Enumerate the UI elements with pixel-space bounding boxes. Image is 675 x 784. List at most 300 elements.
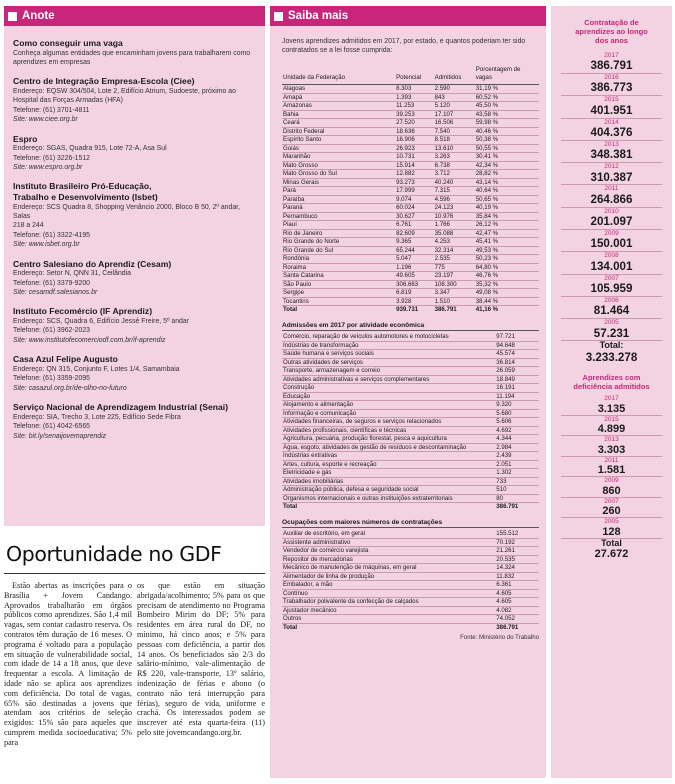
stat-year: 2017 <box>604 395 619 403</box>
table-row <box>282 212 539 221</box>
stat-value: 1.581 <box>597 464 626 477</box>
anote-entry <box>13 134 257 173</box>
anote-entry <box>13 402 257 441</box>
state-name: Espírito Santo <box>282 136 395 145</box>
activity-value: 11.194 <box>495 392 539 401</box>
activities-section <box>282 322 539 511</box>
table-total-row <box>282 503 539 511</box>
stat-item <box>551 395 672 416</box>
entry-line: Endereço: SGAS, Quadra 915, Lote 72-A, Asa Sul <box>13 145 167 153</box>
table-row <box>282 144 539 153</box>
anote-entries <box>4 26 265 441</box>
occupation-value: 4.605 <box>495 598 539 607</box>
admitted-value: 17.107 <box>434 110 475 119</box>
entry-name: Centro de Integração Empresa-Escola (Ciee) <box>13 76 195 87</box>
potential-value: 26.923 <box>395 144 434 153</box>
stat-year: 2014 <box>604 118 619 126</box>
percent-value: 45,50 % <box>475 102 539 111</box>
activity-name: Transporte, armazenagem e correio <box>282 367 495 376</box>
activity-value: 5.606 <box>495 418 539 427</box>
anote-box <box>4 6 265 526</box>
stat-year: 2013 <box>604 436 619 444</box>
stat-value: 401.951 <box>590 103 633 117</box>
occupation-name: Vendedor de comércio varejista <box>282 547 495 556</box>
article-body <box>4 581 265 748</box>
stat-value: 264.866 <box>590 192 633 206</box>
stat-value: 105.959 <box>590 282 633 296</box>
occupation-name: Outros <box>282 615 495 624</box>
potential-value: 12.882 <box>395 170 434 179</box>
stat-value: 134.001 <box>590 259 633 273</box>
occupation-value: 386.791 <box>496 623 519 631</box>
article-column-1 <box>4 581 132 748</box>
col-potencial: Potencial <box>395 66 434 84</box>
percent-value: 35,32 % <box>475 280 539 289</box>
table-row <box>282 435 539 444</box>
state-name: Total <box>283 306 298 314</box>
stat-item <box>551 141 672 163</box>
state-name: Bahia <box>282 110 395 119</box>
table-row <box>282 375 539 384</box>
percent-value: 40,64 % <box>475 187 539 196</box>
stat-item <box>551 518 672 539</box>
stat-value: 386.791 <box>590 59 633 73</box>
anote-entry <box>13 38 257 67</box>
table-row <box>282 119 539 128</box>
state-name: Goiás <box>282 144 395 153</box>
percent-value: 60,52 % <box>475 93 539 102</box>
admitted-value: 16.506 <box>434 119 475 128</box>
admitted-value: 10.976 <box>434 212 475 221</box>
table-row <box>282 555 539 564</box>
stat-year: 2017 <box>604 51 619 59</box>
entry-line: Telefone: (61) 3962-2023 <box>13 327 91 335</box>
percent-value: 43,14 % <box>475 178 539 187</box>
activity-name: Organismos internacionais e outras instituições extraterritoriais <box>282 494 495 503</box>
activity-name: Saúde humana e serviços sociais <box>282 350 495 359</box>
anote-title: Anote <box>22 10 55 22</box>
percent-value: 30,41 % <box>475 153 539 162</box>
article <box>4 530 265 748</box>
admitted-value: 4.253 <box>434 238 475 247</box>
table-row <box>282 161 539 170</box>
entry-line: Conheça algumas entidades que encaminham jovens para trabalharem como <box>13 49 251 57</box>
activity-value: 1.302 <box>495 469 539 478</box>
stat-value: 57.231 <box>593 326 630 340</box>
state-name: Roraima <box>282 263 395 272</box>
activity-value: 18.849 <box>495 375 539 384</box>
stat-value: 81.464 <box>593 304 630 318</box>
activity-value: 45.574 <box>495 350 539 359</box>
potential-value: 9.074 <box>395 195 434 204</box>
activity-value: 97.721 <box>495 333 539 341</box>
occupation-value: 74.052 <box>495 615 539 624</box>
stat-item <box>551 498 672 519</box>
table-row <box>282 606 539 615</box>
stat-value: 404.376 <box>590 126 633 139</box>
occupation-value: 11.832 <box>495 572 539 581</box>
potential-value: 15.914 <box>395 161 434 170</box>
anote-entry <box>13 354 257 393</box>
stat-item <box>551 477 672 498</box>
activity-name: Educação <box>282 392 495 401</box>
col-uf: Unidade da Federação <box>282 66 395 84</box>
table-row <box>282 110 539 119</box>
potential-value: 8.303 <box>395 85 434 94</box>
stat-year: 2007 <box>604 497 619 505</box>
occupation-value: 21.261 <box>495 547 539 556</box>
table-row <box>282 333 539 341</box>
admitted-value: 8.518 <box>434 136 475 145</box>
activity-name: Outras atividades de serviços <box>282 358 495 367</box>
entry-name: Serviço Nacional de Aprendizagem Industrial (Senai) <box>13 402 229 413</box>
stat-item <box>551 319 672 341</box>
stat-item <box>551 185 672 207</box>
occupation-value: 20.535 <box>495 555 539 564</box>
article-column-2 <box>137 581 265 748</box>
activity-value: 26.059 <box>495 367 539 376</box>
entry-line: Endereço: QN 315, Conjunto F, Lotes 1/4, Samambaia <box>13 365 180 373</box>
activity-value: 80 <box>495 494 539 503</box>
hiring-total-value: 3.233.278 <box>585 350 638 364</box>
potential-value: 306.663 <box>395 280 434 289</box>
state-name: Rio Grande do Sul <box>282 246 395 255</box>
activity-value: 2.439 <box>495 452 539 461</box>
entry-site: Site: www.espro.org.br <box>13 164 83 172</box>
stat-year: 2008 <box>604 252 619 260</box>
potential-value: 17.999 <box>395 187 434 196</box>
table-row <box>282 102 539 111</box>
activity-name: Atividades financeiras, de seguros e serviços relacionados <box>282 418 495 427</box>
occupation-name: Contínuo <box>282 589 495 598</box>
stat-year: 2013 <box>604 140 619 148</box>
activity-value: 36.814 <box>495 358 539 367</box>
activity-value: 2.051 <box>495 460 539 469</box>
admitted-value: 3.712 <box>434 170 475 179</box>
percent-value: 46,76 % <box>475 272 539 281</box>
state-name: Paraíba <box>282 195 395 204</box>
admitted-value: 775 <box>434 263 475 272</box>
stat-value: 3.135 <box>597 402 626 415</box>
entry-site: Site: casazul.org.br/de-olho-no-futuro <box>13 384 127 392</box>
stat-item <box>551 52 672 74</box>
occupation-name: Trabalhador polivalente da confecção de calçados <box>282 598 495 607</box>
entry-line: Endereço: SCS Quadra 8, Shopping Venâncio 2000, Bloco B 50, 2º andar, Salas <box>13 203 241 221</box>
admitted-value: 40.240 <box>434 178 475 187</box>
table-row <box>282 280 539 289</box>
percent-value: 41,16 % <box>475 306 499 314</box>
stat-value: 3.303 <box>597 443 626 456</box>
admitted-value: 2.535 <box>434 255 475 264</box>
occupation-value: 14.324 <box>495 564 539 573</box>
occupation-name: Embalador, a mão <box>282 581 495 590</box>
state-name: Piauí <box>282 221 395 230</box>
state-name: Mato Grosso do Sul <box>282 170 395 179</box>
activity-name: Água, esgoto, atividades de gestão de resíduos e descontaminação <box>282 443 495 452</box>
percent-value: 49,08 % <box>475 289 539 298</box>
table-row <box>282 581 539 590</box>
disabled-total-label: Total <box>601 537 622 548</box>
stat-item <box>551 119 672 141</box>
percent-value: 50,38 % <box>475 136 539 145</box>
admitted-value: 5.120 <box>434 102 475 111</box>
stat-value: 150.001 <box>590 237 633 251</box>
percent-value: 50,23 % <box>475 255 539 264</box>
anote-header <box>4 6 265 26</box>
activity-name: Agricultura, pecuária, produção florestal, pesca e aquicultura <box>282 435 495 444</box>
entry-site: Site: cesamdf.salesianos.br <box>13 289 98 297</box>
admitted-value: 4.596 <box>434 195 475 204</box>
stat-value: 4.899 <box>597 423 626 436</box>
table-row <box>282 564 539 573</box>
activity-value: 2.984 <box>495 443 539 452</box>
table-row <box>282 85 539 94</box>
entry-site: Site: www.ciee.org.br <box>13 116 78 124</box>
stat-value: 348.381 <box>590 148 633 162</box>
activity-name: Atividades imobiliárias <box>282 477 495 486</box>
table-row <box>282 350 539 359</box>
percent-value: 45,41 % <box>475 238 539 247</box>
table-row <box>282 221 539 230</box>
activity-value: 733 <box>495 477 539 486</box>
percent-value: 28,82 % <box>475 170 539 179</box>
disabled-apprentices-title: Aprendizes com deficiência admitidos <box>573 372 650 391</box>
entry-line: Hospital das Forças Armadas (HFA) <box>13 97 123 105</box>
stat-item <box>551 275 672 297</box>
activity-name: Construção <box>282 384 495 393</box>
table-row <box>282 255 539 264</box>
entry-line: Telefone: (61) 3226-1512 <box>13 154 91 162</box>
table-row <box>282 263 539 272</box>
potential-value: 82.609 <box>395 229 434 238</box>
activity-value: 9.320 <box>495 401 539 410</box>
percent-value: 40,19 % <box>475 204 539 213</box>
occupation-name: Repositor de mercadorias <box>282 555 495 564</box>
state-name: Rio Grande do Norte <box>282 238 395 247</box>
state-name: Minas Gerais <box>282 178 395 187</box>
table-row <box>282 229 539 238</box>
saiba-mais-header <box>270 6 546 26</box>
potential-value: 6.761 <box>395 221 434 230</box>
percent-value: 26,12 % <box>475 221 539 230</box>
activity-name: Atividades administrativas e serviços complementares <box>282 375 495 384</box>
stat-item <box>551 297 672 319</box>
state-name: São Paulo <box>282 280 395 289</box>
state-name: Pará <box>282 187 395 196</box>
activity-name: Alojamento e alimentação <box>282 401 495 410</box>
potential-value: 18.636 <box>395 127 434 136</box>
entry-name: Centro Salesiano do Aprendiz (Cesam) <box>13 258 172 269</box>
activity-name: Comércio, reparação de veículos automotores e motocicletas <box>282 333 495 341</box>
admitted-value: 3.347 <box>434 289 475 298</box>
table-row <box>282 409 539 418</box>
stat-year: 2010 <box>604 207 619 215</box>
state-name: Mato Grosso <box>282 161 395 170</box>
entry-name: Espro <box>13 133 38 144</box>
states-table-header <box>282 66 539 84</box>
potential-value: 9.365 <box>395 238 434 247</box>
stat-year: 2005 <box>604 518 619 526</box>
entry-name: Instituto Fecomércio (IF Aprendiz) <box>13 306 153 317</box>
state-name: Tocantins <box>282 297 395 306</box>
potential-value: 1.196 <box>395 263 434 272</box>
entry-line: Endereço: SCS, Quadra 6, Edifício Jessé Freire, 5º andar <box>13 318 190 326</box>
entry-line: Endereço: Setor N, QNN 31, Ceilândia <box>13 270 131 278</box>
table-row <box>282 204 539 213</box>
potential-value: 65.244 <box>395 246 434 255</box>
stat-item <box>551 252 672 274</box>
percent-value: 42,47 % <box>475 229 539 238</box>
anote-entry <box>13 76 257 124</box>
stat-value: 310.387 <box>590 170 633 184</box>
table-row <box>282 384 539 393</box>
activity-name: Atividades profissionais, científicas e técnicas <box>282 426 495 435</box>
stat-year: 2011 <box>604 185 619 193</box>
occupation-value: 6.361 <box>495 581 539 590</box>
activities-title: Admissões em 2017 por atividade econômica <box>282 322 539 332</box>
potential-value: 5.047 <box>395 255 434 264</box>
stat-item <box>551 74 672 96</box>
table-total-row <box>282 306 539 314</box>
entry-name: Instituto Brasileiro Pró-Educação, Trabalho e Desenvolvimento (Isbet) <box>13 181 158 203</box>
state-name: Amapá <box>282 93 395 102</box>
table-row <box>282 238 539 247</box>
table-row <box>282 494 539 503</box>
entry-site: Site: bit.ly/senaijovemaprendiz <box>13 432 107 440</box>
activity-name: Indústrias de transformação <box>282 341 495 350</box>
state-name: Maranhão <box>282 153 395 162</box>
potential-value: 16.906 <box>395 136 434 145</box>
activity-value: 94.648 <box>495 341 539 350</box>
entry-line: Telefone: (61) 3701-4811 <box>13 106 90 114</box>
table-row <box>282 297 539 306</box>
admitted-value: 2.590 <box>434 85 475 94</box>
occupations-section <box>282 519 539 632</box>
occupation-name: Assistente administrativo <box>282 538 495 547</box>
percent-value: 38,44 % <box>475 297 539 306</box>
state-name: Distrito Federal <box>282 127 395 136</box>
activity-name: Eletricidade e gás <box>282 469 495 478</box>
stat-year: 2015 <box>604 96 619 104</box>
state-name: Rio de Janeiro <box>282 229 395 238</box>
entry-site: Site: www.isbet.org.br <box>13 241 80 249</box>
percent-value: 49,53 % <box>475 246 539 255</box>
article-title: Oportunidade no GDF <box>4 530 265 574</box>
states-table <box>282 66 539 313</box>
hiring-total-label: Total: <box>599 340 624 351</box>
percent-value: 50,55 % <box>475 144 539 153</box>
entry-name: Casa Azul Felipe Augusto <box>13 354 118 365</box>
activity-name: Artes, cultura, esporte e recreação <box>282 460 495 469</box>
stat-value: 128 <box>602 525 621 538</box>
state-name: Santa Catarina <box>282 272 395 281</box>
admitted-value: 3.263 <box>434 153 475 162</box>
entry-line: Telefone: (61) 3359-2095 <box>13 375 91 383</box>
stat-year: 2009 <box>604 477 619 485</box>
activity-value: 510 <box>495 486 539 495</box>
table-row <box>282 178 539 187</box>
entry-line: 218 a 244 <box>13 222 44 230</box>
saiba-mais-intro: Jovens aprendizes admitidos em 2017, por estado, e quantos poderiam ter sido contratados se a lei fosse cumprida: <box>282 38 526 55</box>
admitted-value: 386.791 <box>434 306 457 314</box>
admitted-value: 108.300 <box>434 280 475 289</box>
table-row <box>282 195 539 204</box>
anote-entry <box>13 181 257 249</box>
col-admitidos: Admitidos <box>434 66 475 84</box>
stat-item <box>551 208 672 230</box>
activity-value: 5.680 <box>495 409 539 418</box>
potential-value: 10.731 <box>395 153 434 162</box>
disabled-total <box>551 539 672 562</box>
occupation-name: Alimentador de linha de produção <box>282 572 495 581</box>
occupation-name: Ajustador mecânico <box>282 606 495 615</box>
article-paragraph: Estão abertas as inscrições para o Brasília + Jovem Candango. Aprovados trabalharão em órgãos públicos como aprendizes. São 1,4 mil vagas, sem contar cadastro reserva. Os contratos têm duração de 16 meses. O programa é voltado para a população em situação de vulnerabilidade social, com idade de 14 a 18 anos, que deve frequentar a escola. A limitação de idade não se aplica aos aprendizes com deficiência. Do total de vagas, 65% são destinadas a jovens que atendam aos critérios de seleção exigidos: 15% são para aqueles que cumprem medida socioeducativa; 5% para <box>4 581 132 747</box>
admitted-value: 13.610 <box>434 144 475 153</box>
stat-item <box>551 416 672 437</box>
potential-value: 27.520 <box>395 119 434 128</box>
table-row <box>282 547 539 556</box>
stat-item <box>551 163 672 185</box>
saiba-mais-title: Saiba mais <box>288 10 349 22</box>
entry-line: Telefone: (61) 3379-9200 <box>13 279 91 287</box>
table-row <box>282 572 539 581</box>
occupation-name: Total <box>283 623 298 631</box>
table-row <box>282 443 539 452</box>
stat-year: 2015 <box>604 415 619 423</box>
activity-value: 386.791 <box>496 503 519 511</box>
entry-line: Telefone: (61) 3322-4195 <box>13 231 91 239</box>
square-icon <box>8 12 17 21</box>
table-row <box>282 153 539 162</box>
stat-item <box>551 96 672 118</box>
potential-value: 3.928 <box>395 297 434 306</box>
saiba-mais-box <box>270 6 546 778</box>
potential-value: 39.253 <box>395 110 434 119</box>
source-note: Fonte: Ministério do Trabalho <box>460 634 539 642</box>
state-name: Pernambuco <box>282 212 395 221</box>
potential-value: 939.731 <box>396 306 419 314</box>
table-total-row <box>282 623 539 631</box>
table-row <box>282 392 539 401</box>
stat-value: 201.097 <box>590 215 633 229</box>
admitted-value: 1.510 <box>434 297 475 306</box>
activity-name: Administração pública, defesa e seguridade social <box>282 486 495 495</box>
table-row <box>282 486 539 495</box>
admitted-value: 24.123 <box>434 204 475 213</box>
state-name: Sergipe <box>282 289 395 298</box>
table-row <box>282 187 539 196</box>
activity-value: 4.344 <box>495 435 539 444</box>
potential-value: 60.024 <box>395 204 434 213</box>
table-row <box>282 170 539 179</box>
entry-line: Telefone: (61) 4042-6565 <box>13 423 91 431</box>
square-icon <box>274 12 283 21</box>
stat-value: 386.773 <box>590 81 633 95</box>
state-name: Alagoas <box>282 85 395 94</box>
hiring-total <box>551 341 672 365</box>
potential-value: 11.253 <box>395 102 434 111</box>
admitted-value: 1.766 <box>434 221 475 230</box>
potential-value: 49.605 <box>395 272 434 281</box>
hiring-series <box>551 52 672 342</box>
table-row <box>282 477 539 486</box>
stat-year: 2012 <box>604 163 619 171</box>
occupation-value: 4.082 <box>495 606 539 615</box>
percent-value: 40,46 % <box>475 127 539 136</box>
table-row <box>282 289 539 298</box>
anote-entry <box>13 306 257 345</box>
percent-value: 43,58 % <box>475 110 539 119</box>
